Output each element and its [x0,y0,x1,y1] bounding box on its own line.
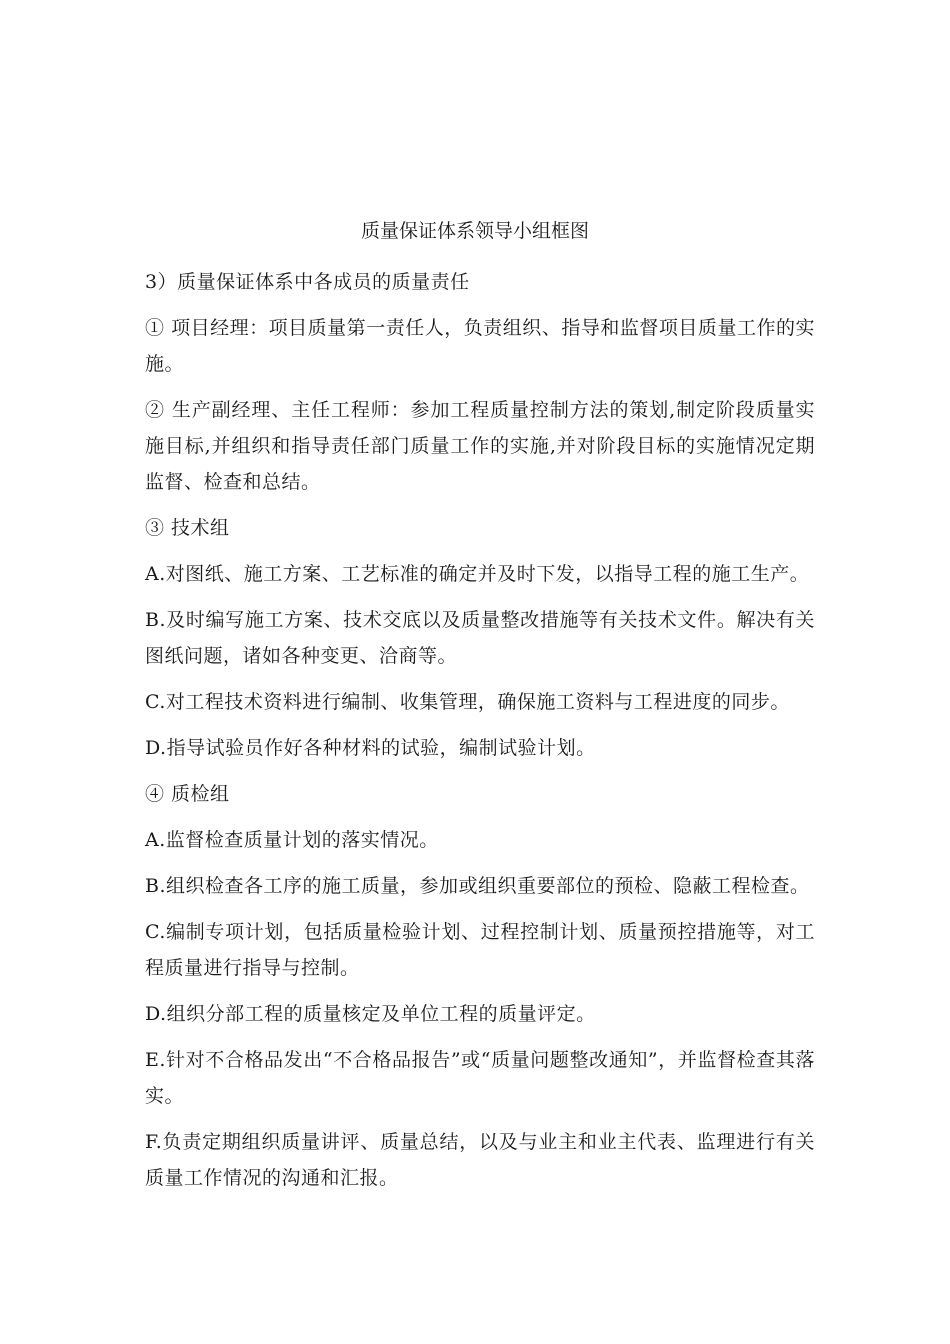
section-heading-responsibilities: 3）质量保证体系中各成员的质量责任 [145,271,470,293]
inspection-item-c: C.编制专项计划，包括质量检验计划、过程控制计划、质量预控措施等，对工程质量进行指导与控制。 [145,921,815,979]
subheading-technical-group: ③ 技术组 [145,517,230,539]
paragraph-project-manager: ① 项目经理：项目质量第一责任人，负责组织、指导和监督项目质量工作的实施。 [145,317,815,375]
technical-item-d: D.指导试验员作好各种材料的试验，编制试验计划。 [145,737,596,759]
technical-item-a: A.对图纸、施工方案、工艺标准的确定并及时下发，以指导工程的施工生产。 [145,563,810,585]
document-title [0,218,950,244]
document-body [145,264,815,1206]
inspection-item-d: D.组织分部工程的质量核定及单位工程的质量评定。 [145,1003,596,1025]
inspection-item-f: F.负责定期组织质量讲评、质量总结，以及与业主和业主代表、监理进行有关质量工作情况的沟通和汇报。 [145,1131,815,1189]
technical-item-b: B.及时编写施工方案、技术交底以及质量整改措施等有关技术文件。解决有关图纸问题，诸如各种变更、洽商等。 [145,609,815,667]
inspection-item-e: E.针对不合格品发出“不合格品报告”或“质量问题整改通知”，并监督检查其落实。 [145,1049,815,1107]
paragraph-production-deputy: ② 生产副经理、主任工程师：参加工程质量控制方法的策划,制定阶段质量实施目标,并组织和指导责任部门质量工作的实施,并对阶段目标的实施情况定期监督、检查和总结。 [145,399,815,493]
technical-item-c: C.对工程技术资料进行编制、收集管理，确保施工资料与工程进度的同步。 [145,691,790,713]
document-title-text: 质量保证体系领导小组框图 [360,220,589,242]
inspection-item-a: A.监督检查质量计划的落实情况。 [145,829,439,851]
inspection-item-b: B.组织检查各工序的施工质量，参加或组织重要部位的预检、隐蔽工程检查。 [145,875,810,897]
subheading-quality-inspection-group: ④ 质检组 [145,783,230,805]
